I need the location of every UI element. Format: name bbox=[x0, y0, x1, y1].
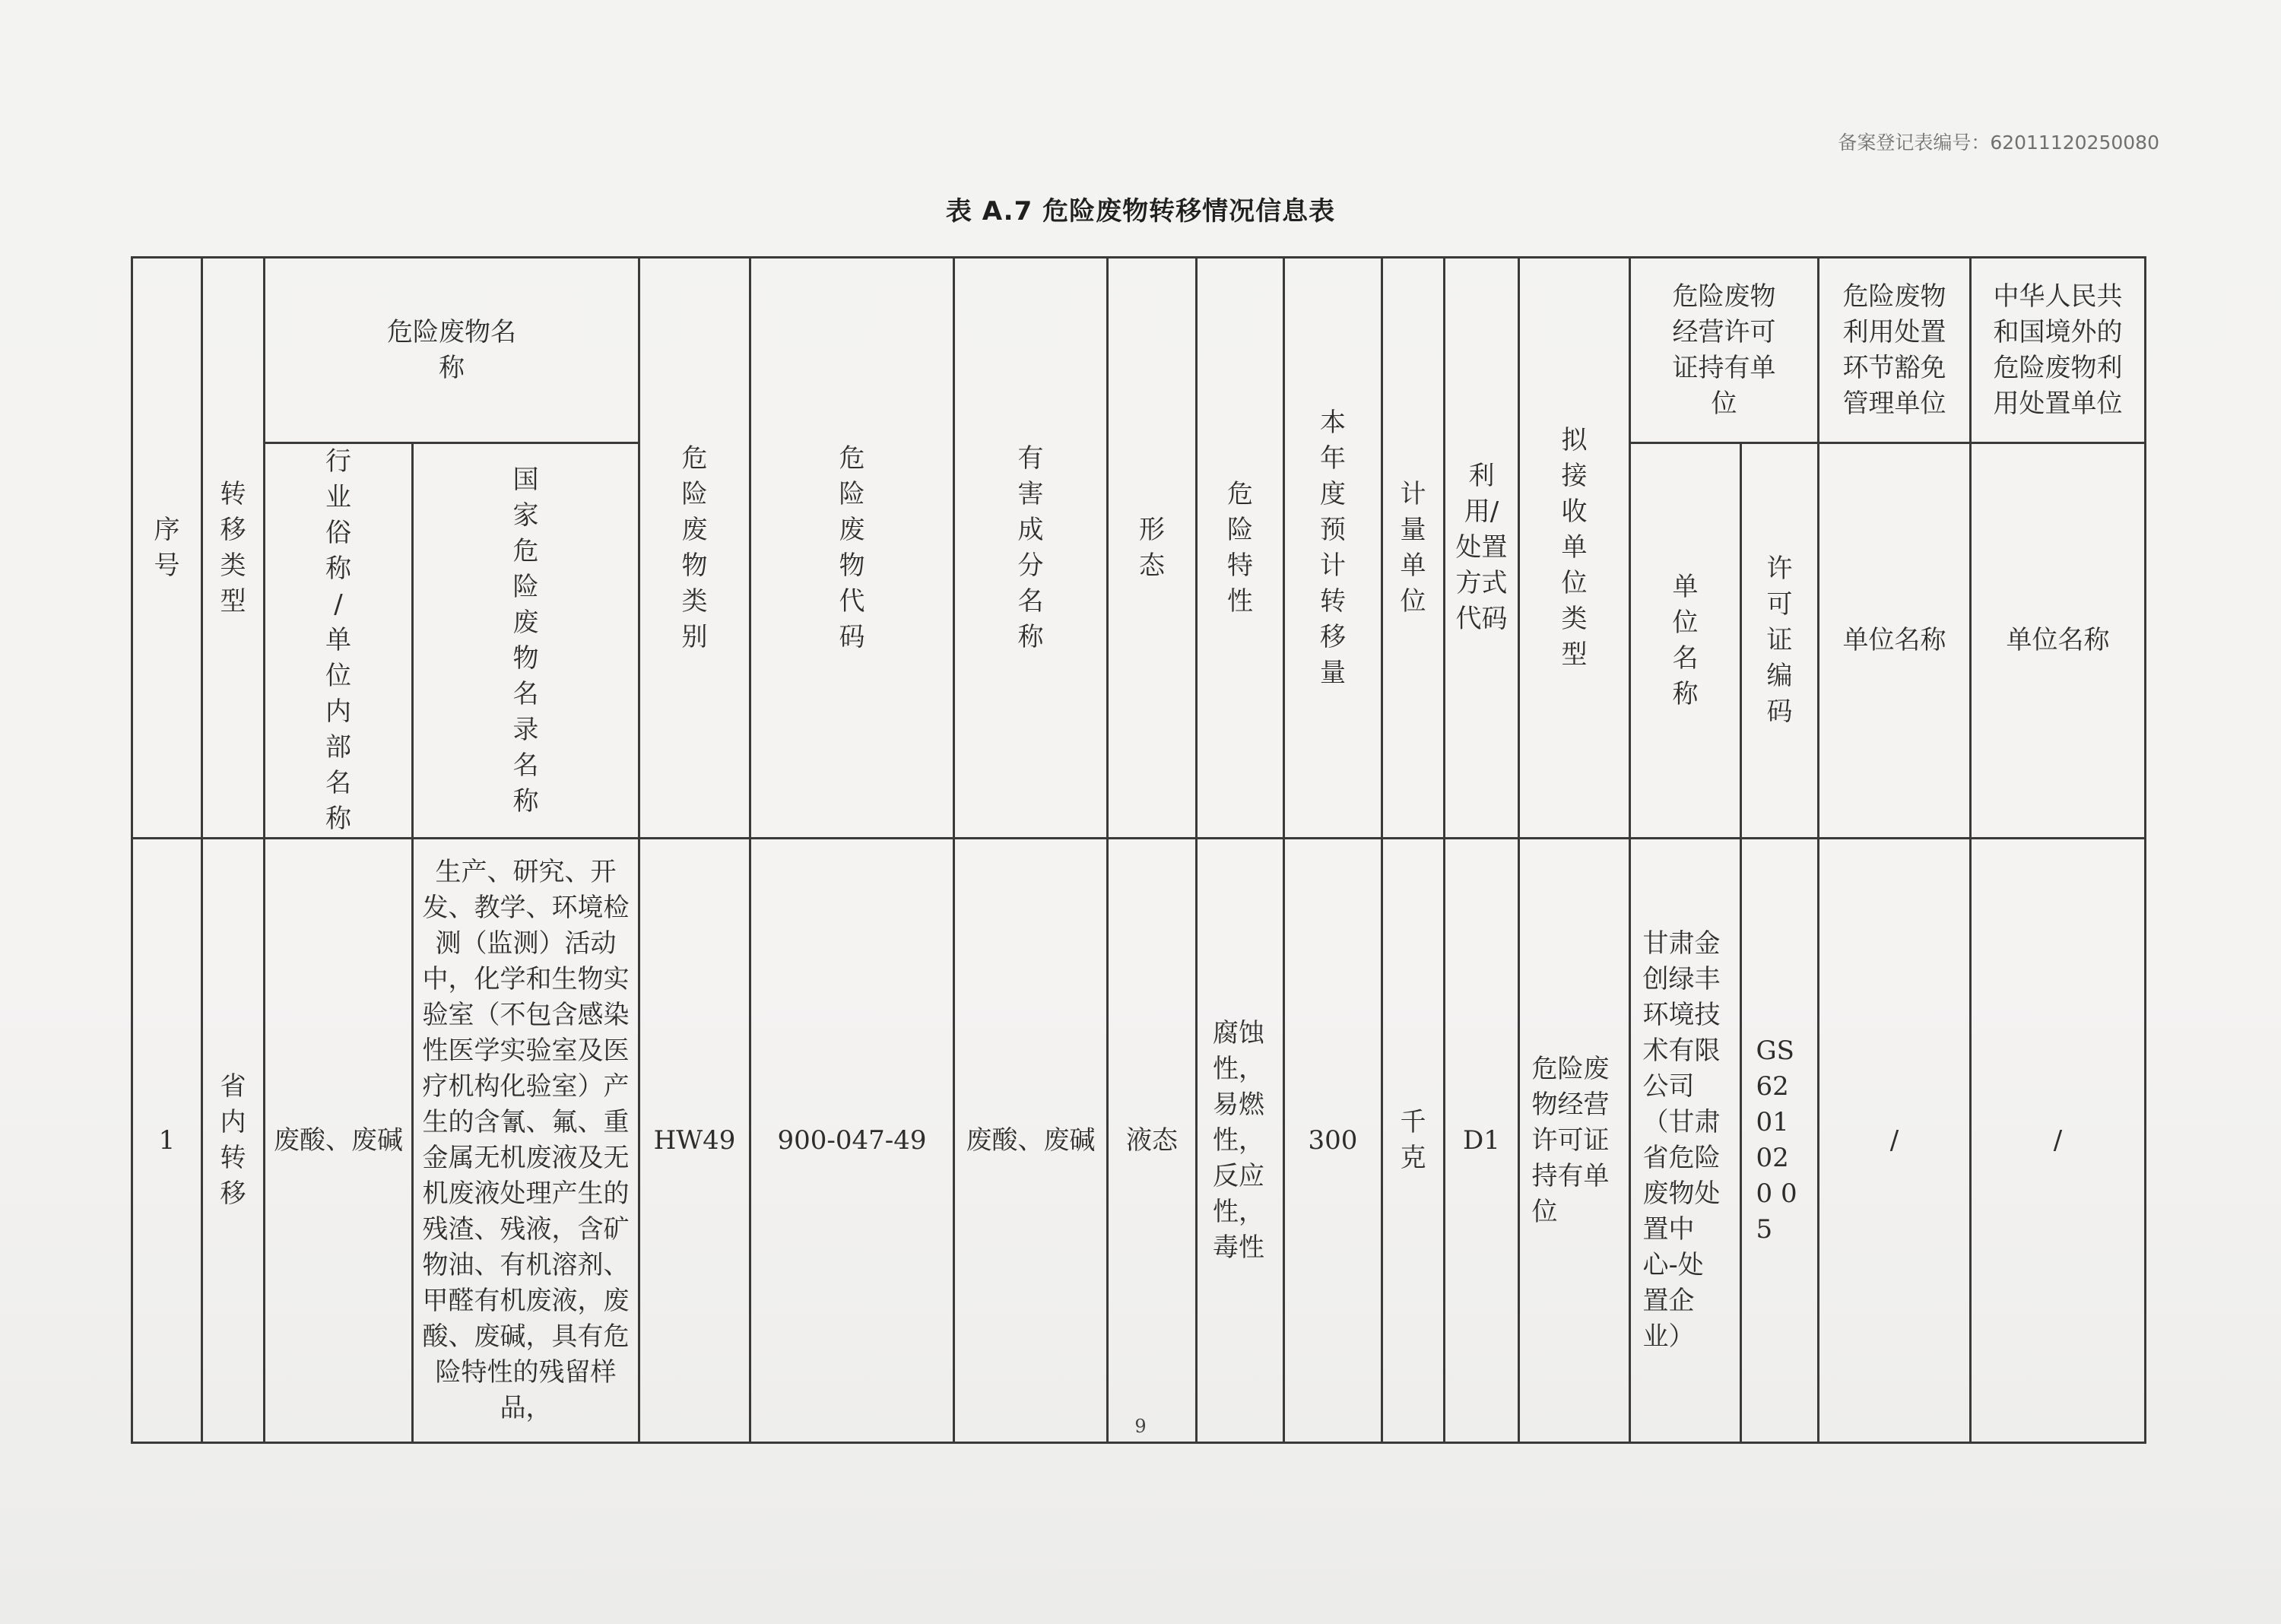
cell-form: 液态 bbox=[1108, 839, 1197, 1443]
header-unit-name: 单位名称 bbox=[1630, 443, 1741, 839]
cell-exempt-unit: / bbox=[1819, 839, 1971, 1443]
header-annual-amount: 本年度预计转移量 bbox=[1284, 258, 1382, 839]
header-waste-category: 危险废物类别 bbox=[639, 258, 750, 839]
header-row-1 bbox=[132, 258, 2146, 443]
header-waste-name-group: 危险废物名称 bbox=[265, 258, 639, 443]
header-license-no: 许可证编码 bbox=[1741, 443, 1819, 839]
table-title: 表 A.7 危险废物转移情况信息表 bbox=[945, 196, 1336, 227]
cell-waste-code: 900-047-49 bbox=[750, 839, 954, 1443]
table-row bbox=[132, 839, 2146, 1443]
cell-foreign-unit: / bbox=[1971, 839, 2146, 1443]
cell-unit: 千克 bbox=[1382, 839, 1445, 1443]
page-number: 9 bbox=[1134, 1416, 1147, 1437]
header-unit: 计量单位 bbox=[1382, 258, 1445, 839]
header-foreign-group: 中华人民共和国境外的危险废物利用处置单位 bbox=[1971, 258, 2146, 443]
cell-waste-category: HW49 bbox=[639, 839, 750, 1443]
header-form: 形态 bbox=[1108, 258, 1197, 839]
header-industry-name: 行业俗称/单位内部名称 bbox=[265, 443, 413, 839]
cell-seq: 1 bbox=[132, 839, 202, 1443]
cell-transfer-type: 省内转移 bbox=[202, 839, 265, 1443]
header-hazard-property: 危险特性 bbox=[1197, 258, 1284, 839]
cell-industry-name: 废酸、废碱 bbox=[265, 839, 413, 1443]
header-harmful-components: 有害成分名称 bbox=[954, 258, 1108, 839]
cell-license-holder-name: 甘肃金创绿丰环境技术有限公司（甘肃省危险废物处置中心-处置企业） bbox=[1630, 839, 1741, 1443]
header-disposal-code: 利用/处置方式代码 bbox=[1445, 258, 1519, 839]
cell-receiver-type: 危险废物经营许可证持有单位 bbox=[1519, 839, 1630, 1443]
registration-number: 备案登记表编号：62011120250080 bbox=[1838, 132, 2159, 154]
cell-hazard-property: 腐蚀性，易燃性，反应性，毒性 bbox=[1197, 839, 1284, 1443]
header-national-name: 国家危险废物名录名称 bbox=[413, 443, 639, 839]
cell-harmful-components: 废酸、废碱 bbox=[954, 839, 1108, 1443]
cell-annual-amount: 300 bbox=[1284, 839, 1382, 1443]
hazardous-waste-transfer-table bbox=[131, 256, 2146, 1444]
header-exempt-unit-name: 单位名称 bbox=[1819, 443, 1971, 839]
header-waste-code: 危险废物代码 bbox=[750, 258, 954, 839]
header-foreign-unit-name: 单位名称 bbox=[1971, 443, 2146, 839]
header-seq: 序号 bbox=[132, 258, 202, 839]
header-exempt-group: 危险废物利用处置环节豁免管理单位 bbox=[1819, 258, 1971, 443]
cell-disposal-code: D1 bbox=[1445, 839, 1519, 1443]
cell-national-name: 生产、研究、开发、教学、环境检测（监测）活动中，化学和生物实验室（不包含感染性医学实验室及医疗机构化验室）产生的含氰、氟、重金属无机废液及无机废液处理产生的残渣、残液，含矿物油、有机溶剂、甲醛有机废液，废酸、废碱，具有危险特性的残留样品， bbox=[413, 839, 639, 1443]
header-transfer-type: 转移类型 bbox=[202, 258, 265, 839]
header-license-holder-group: 危险废物经营许可证持有单位 bbox=[1630, 258, 1819, 443]
header-receiver-type: 拟接收单位类型 bbox=[1519, 258, 1630, 839]
cell-license-no: GS6201020 05 bbox=[1741, 839, 1819, 1443]
